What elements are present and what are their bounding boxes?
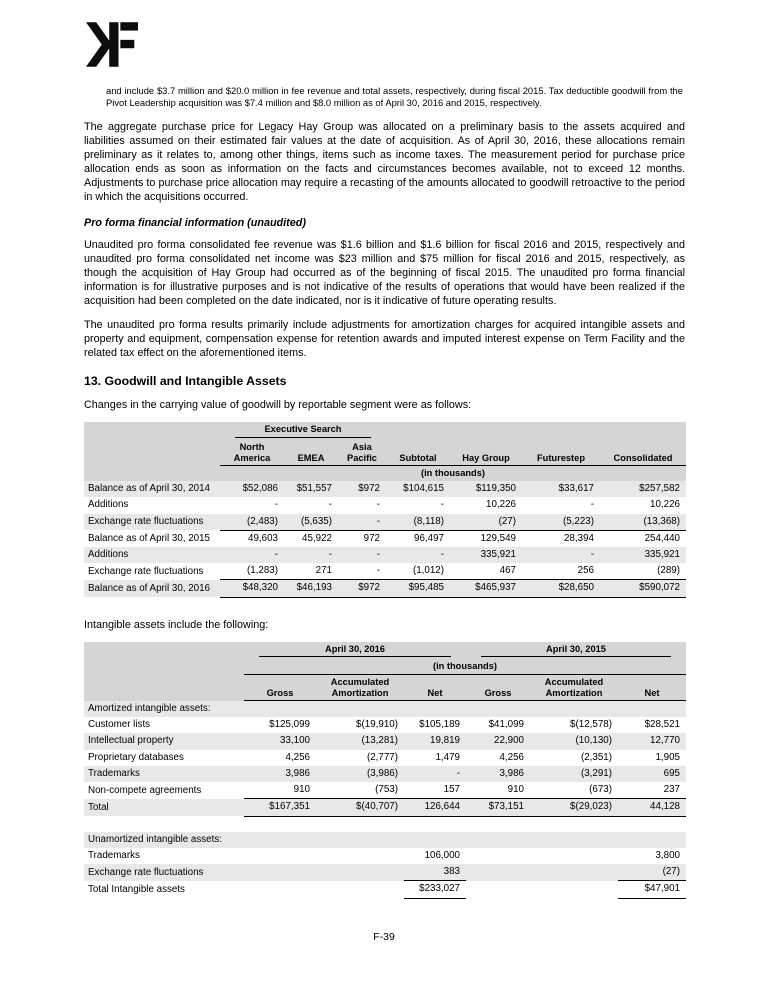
value-cell — [466, 832, 530, 848]
value-cell: (289) — [657, 565, 680, 577]
paragraph-intangibles-intro: Intangible assets include the following: — [84, 618, 269, 631]
value-cell — [404, 816, 466, 832]
value-cell: 4,256 — [499, 751, 524, 763]
column-header: Accumulated Amortization — [316, 675, 404, 701]
value-cell: $125,099 — [269, 719, 310, 731]
row-label: Unamortized intangible assets: — [88, 833, 222, 845]
value-cell: - — [376, 499, 380, 511]
column-header: Consolidated — [600, 440, 686, 466]
table-row — [84, 832, 686, 848]
value-cell: $51,557 — [296, 483, 332, 495]
value-cell: 335,921 — [644, 548, 680, 560]
value-cell — [466, 701, 530, 717]
table-row — [84, 701, 686, 717]
table-row — [84, 799, 686, 816]
row-label — [84, 816, 244, 832]
value-cell: 467 — [499, 565, 516, 577]
value-cell: 271 — [315, 565, 332, 577]
row-label: Non-compete agreements — [88, 784, 202, 796]
table-row — [84, 563, 686, 580]
row-label: Intellectual property — [88, 735, 174, 747]
value-cell — [618, 832, 686, 848]
value-cell — [404, 701, 466, 717]
korn-ferry-logo — [86, 22, 138, 67]
value-cell: - — [328, 548, 332, 560]
value-cell: (27) — [662, 866, 680, 878]
value-cell: 910 — [293, 784, 310, 796]
value-cell — [316, 832, 404, 848]
goodwill-table-header — [84, 422, 686, 481]
value-cell: - — [328, 499, 332, 511]
table-row — [84, 733, 686, 749]
value-cell: 1,905 — [655, 751, 680, 763]
value-cell: - — [440, 548, 444, 560]
value-cell: $972 — [358, 483, 380, 495]
value-cell: 49,603 — [220, 530, 284, 547]
page-footer: F-39 — [373, 931, 395, 943]
table-row — [84, 547, 686, 563]
value-cell: $(12,578) — [570, 719, 612, 731]
value-cell: $41,099 — [488, 719, 524, 731]
value-cell: 3,986 — [285, 767, 310, 779]
value-cell: 33,100 — [280, 735, 310, 747]
value-cell: (8,118) — [413, 515, 444, 527]
value-cell: (10,130) — [575, 735, 612, 747]
table-row — [84, 750, 686, 766]
value-cell: $48,320 — [220, 580, 284, 597]
value-cell — [466, 881, 530, 898]
value-cell: 157 — [443, 784, 460, 796]
value-cell: 19,819 — [430, 735, 460, 747]
value-cell: 4,256 — [285, 751, 310, 763]
value-cell: - — [590, 499, 594, 511]
column-header-row — [84, 440, 686, 466]
paragraph-purchase-price: The aggregate purchase price for Legacy Hay Group was allocated on a preliminary basis to the assets acquired and liabilities assumed on their estimated fair values at the date of acquisition. As of April 30, 2016, these allocations remain preliminary as it relates to, among other things, items such as income taxes. The measurement period for purchase price allocation ends as soon as information on the facts and circumstances becomes available, not to exceed 12 months. Adjustments to purchase price allocation may require a recasting of the amounts allocated to goodwill retroactive to the period in which the acquisitions occurred. — [84, 120, 685, 203]
value-cell: - — [440, 499, 444, 511]
value-cell: $(19,910) — [356, 719, 398, 731]
column-header-row — [84, 675, 686, 701]
value-cell: $233,027 — [404, 881, 466, 898]
period-2016-group-header: April 30, 2016 — [244, 642, 466, 660]
group-header-row — [84, 422, 686, 440]
value-cell: 106,000 — [424, 849, 460, 861]
value-cell: - — [376, 565, 380, 577]
units-row — [84, 659, 686, 674]
units-label: (in thousands) — [420, 468, 486, 479]
table-row — [84, 864, 686, 881]
heading-pro-forma: Pro forma financial information (unaudited) — [84, 217, 306, 229]
value-cell — [530, 864, 618, 881]
value-cell — [530, 848, 618, 864]
column-header: Asia Pacific — [338, 440, 386, 466]
value-cell: 45,922 — [284, 530, 338, 547]
value-cell: 12,770 — [650, 735, 680, 747]
row-label: Amortized intangible assets: — [88, 702, 211, 714]
table-row — [84, 782, 686, 799]
table-row — [84, 881, 686, 898]
value-cell: (3,986) — [366, 767, 398, 779]
value-cell: $28,650 — [522, 580, 600, 597]
value-cell: $465,937 — [450, 580, 522, 597]
value-cell — [244, 864, 316, 881]
row-label: Exchange rate fluctuations — [88, 866, 204, 878]
row-label: Exchange rate fluctuations — [88, 516, 204, 527]
value-cell — [316, 864, 404, 881]
value-cell: 126,644 — [404, 799, 466, 816]
value-cell — [244, 832, 316, 848]
value-cell: - — [376, 548, 380, 560]
table-row — [84, 848, 686, 864]
value-cell: $46,193 — [284, 580, 338, 597]
value-cell: $73,151 — [466, 799, 530, 816]
value-cell: - — [376, 515, 380, 527]
value-cell: $972 — [338, 580, 386, 597]
value-cell: $167,351 — [244, 799, 316, 816]
column-header: Net — [618, 675, 686, 701]
value-cell — [618, 701, 686, 717]
column-header: Gross — [244, 675, 316, 701]
row-label: Total Intangible assets — [88, 883, 185, 895]
value-cell: $590,072 — [600, 580, 686, 597]
value-cell: 383 — [443, 866, 460, 878]
value-cell — [466, 864, 530, 881]
value-cell: (5,223) — [562, 515, 594, 527]
value-cell — [316, 816, 404, 832]
heading-goodwill-section: 13. Goodwill and Intangible Assets — [84, 374, 287, 389]
value-cell — [244, 848, 316, 864]
intangibles-table-header — [84, 642, 686, 701]
value-cell: 1,479 — [435, 751, 460, 763]
column-header: Subtotal — [386, 440, 450, 466]
table-row — [84, 497, 686, 513]
value-cell: $52,086 — [242, 483, 278, 495]
value-cell: 44,128 — [618, 799, 686, 816]
group-header-row — [84, 642, 686, 660]
value-cell: 3,800 — [655, 849, 680, 861]
column-header: North America — [220, 440, 284, 466]
value-cell — [404, 832, 466, 848]
value-cell: $(29,023) — [530, 799, 618, 816]
value-cell — [530, 881, 618, 898]
intangible-assets-table — [84, 642, 686, 899]
value-cell: $28,521 — [644, 719, 680, 731]
value-cell: 3,986 — [499, 767, 524, 779]
units-label: (in thousands) — [244, 659, 686, 674]
paragraph-pro-forma-2: The unaudited pro forma results primarily include adjustments for amortization charges for acquired intangible assets and property and equipment, compensation expense for retention awards and imputed interest expense on Term Facility and the related tax effect on the aforementioned items. — [84, 319, 685, 360]
value-cell — [530, 832, 618, 848]
value-cell: 910 — [507, 784, 524, 796]
value-cell: (27) — [498, 515, 516, 527]
value-cell: - — [274, 499, 278, 511]
value-cell: - — [590, 548, 594, 560]
value-cell: 96,497 — [386, 530, 450, 547]
table-row — [84, 717, 686, 733]
value-cell: (2,483) — [246, 515, 278, 527]
value-cell: 237 — [663, 784, 680, 796]
column-header: Gross — [466, 675, 530, 701]
value-cell: (2,351) — [580, 751, 612, 763]
value-cell: (3,291) — [580, 767, 612, 779]
value-cell: $95,485 — [386, 580, 450, 597]
table-row — [84, 481, 686, 497]
paragraph-goodwill-intro: Changes in the carrying value of goodwill by reportable segment were as follows: — [84, 399, 472, 412]
value-cell: 10,226 — [650, 499, 680, 511]
column-header: Futurestep — [522, 440, 600, 466]
value-cell: $47,901 — [618, 881, 686, 898]
value-cell: (1,012) — [412, 565, 444, 577]
row-label: Balance as of April 30, 2016 — [88, 582, 211, 594]
row-label: Customer lists — [88, 719, 151, 731]
row-label: Proprietary databases — [88, 751, 184, 763]
row-label: Trademarks — [88, 849, 140, 861]
column-header: Hay Group — [450, 440, 522, 466]
value-cell — [316, 701, 404, 717]
paragraph-pro-forma-1: Unaudited pro forma consolidated fee revenue was $1.6 billion and $1.6 billion for fiscal 2016 and 2015, respectively and unaudited pro forma consolidated net income was $23 million and $75 million for fiscal 2016 and 2015, respectively, as though the acquisition of Hay Group had occurred as of the beginning of fiscal 2015. The unaudited pro forma financial information is for illustrative purposes and is not indicative of the results of operations that would have been realized if the acquisition had been completed on the date indicated, nor is it indicative of future operating results. — [84, 239, 685, 308]
value-cell — [466, 848, 530, 864]
value-cell — [244, 701, 316, 717]
value-cell: (1,283) — [246, 565, 278, 577]
value-cell: 256 — [577, 565, 594, 577]
value-cell: (673) — [589, 784, 612, 796]
table-row — [84, 580, 686, 597]
value-cell: $105,189 — [419, 719, 460, 731]
value-cell — [466, 816, 530, 832]
value-cell: 972 — [338, 530, 386, 547]
row-label: Additions — [88, 548, 129, 560]
value-cell — [244, 816, 316, 832]
table-row — [84, 514, 686, 531]
value-cell: - — [274, 548, 278, 560]
spacer-row — [84, 816, 686, 832]
value-cell: (13,281) — [361, 735, 398, 747]
value-cell: $104,615 — [403, 483, 444, 495]
value-cell: - — [456, 767, 460, 779]
units-row — [84, 466, 686, 481]
row-label: Exchange rate fluctuations — [88, 565, 204, 577]
column-header: Accumulated Amortization — [530, 675, 618, 701]
table-row — [84, 766, 686, 782]
column-header: EMEA — [284, 440, 338, 466]
value-cell: (2,777) — [366, 751, 398, 763]
column-header: Net — [404, 675, 466, 701]
value-cell: 10,226 — [486, 499, 516, 511]
value-cell: 22,900 — [494, 735, 524, 747]
value-cell — [618, 816, 686, 832]
value-cell: (753) — [375, 784, 398, 796]
value-cell — [244, 881, 316, 898]
value-cell: (13,368) — [643, 515, 680, 527]
row-label: Balance as of April 30, 2015 — [88, 532, 211, 544]
value-cell: 28,394 — [522, 530, 600, 547]
value-cell: 335,921 — [480, 548, 516, 560]
value-cell: 254,440 — [600, 530, 686, 547]
table-row — [84, 530, 686, 547]
value-cell: $(40,707) — [316, 799, 404, 816]
period-2015-group-header: April 30, 2015 — [466, 642, 686, 660]
value-cell: $257,582 — [639, 483, 680, 495]
value-cell — [316, 848, 404, 864]
goodwill-by-segment-table — [84, 422, 686, 597]
row-label: Total — [88, 801, 109, 813]
value-cell — [530, 816, 618, 832]
row-label: Additions — [88, 499, 129, 511]
row-label: Balance as of April 30, 2014 — [88, 483, 211, 495]
kf-monogram-icon — [86, 22, 138, 67]
value-cell: (5,635) — [300, 515, 332, 527]
value-cell: 695 — [663, 767, 680, 779]
footnote-continuation: and include $3.7 million and $20.0 million in fee revenue and total assets, respectively, during fiscal 2015. Tax deductible goodwill from the Pivot Leadership acquisition was $7.4 million and $8.0 million as of April 30, 2016 and 2015, respectively. — [106, 85, 683, 109]
value-cell: $33,617 — [558, 483, 594, 495]
value-cell: 129,549 — [450, 530, 522, 547]
row-label: Trademarks — [88, 767, 140, 779]
value-cell: $119,350 — [475, 483, 516, 495]
executive-search-group-header: Executive Search — [220, 422, 386, 440]
value-cell — [316, 881, 404, 898]
value-cell — [530, 701, 618, 717]
